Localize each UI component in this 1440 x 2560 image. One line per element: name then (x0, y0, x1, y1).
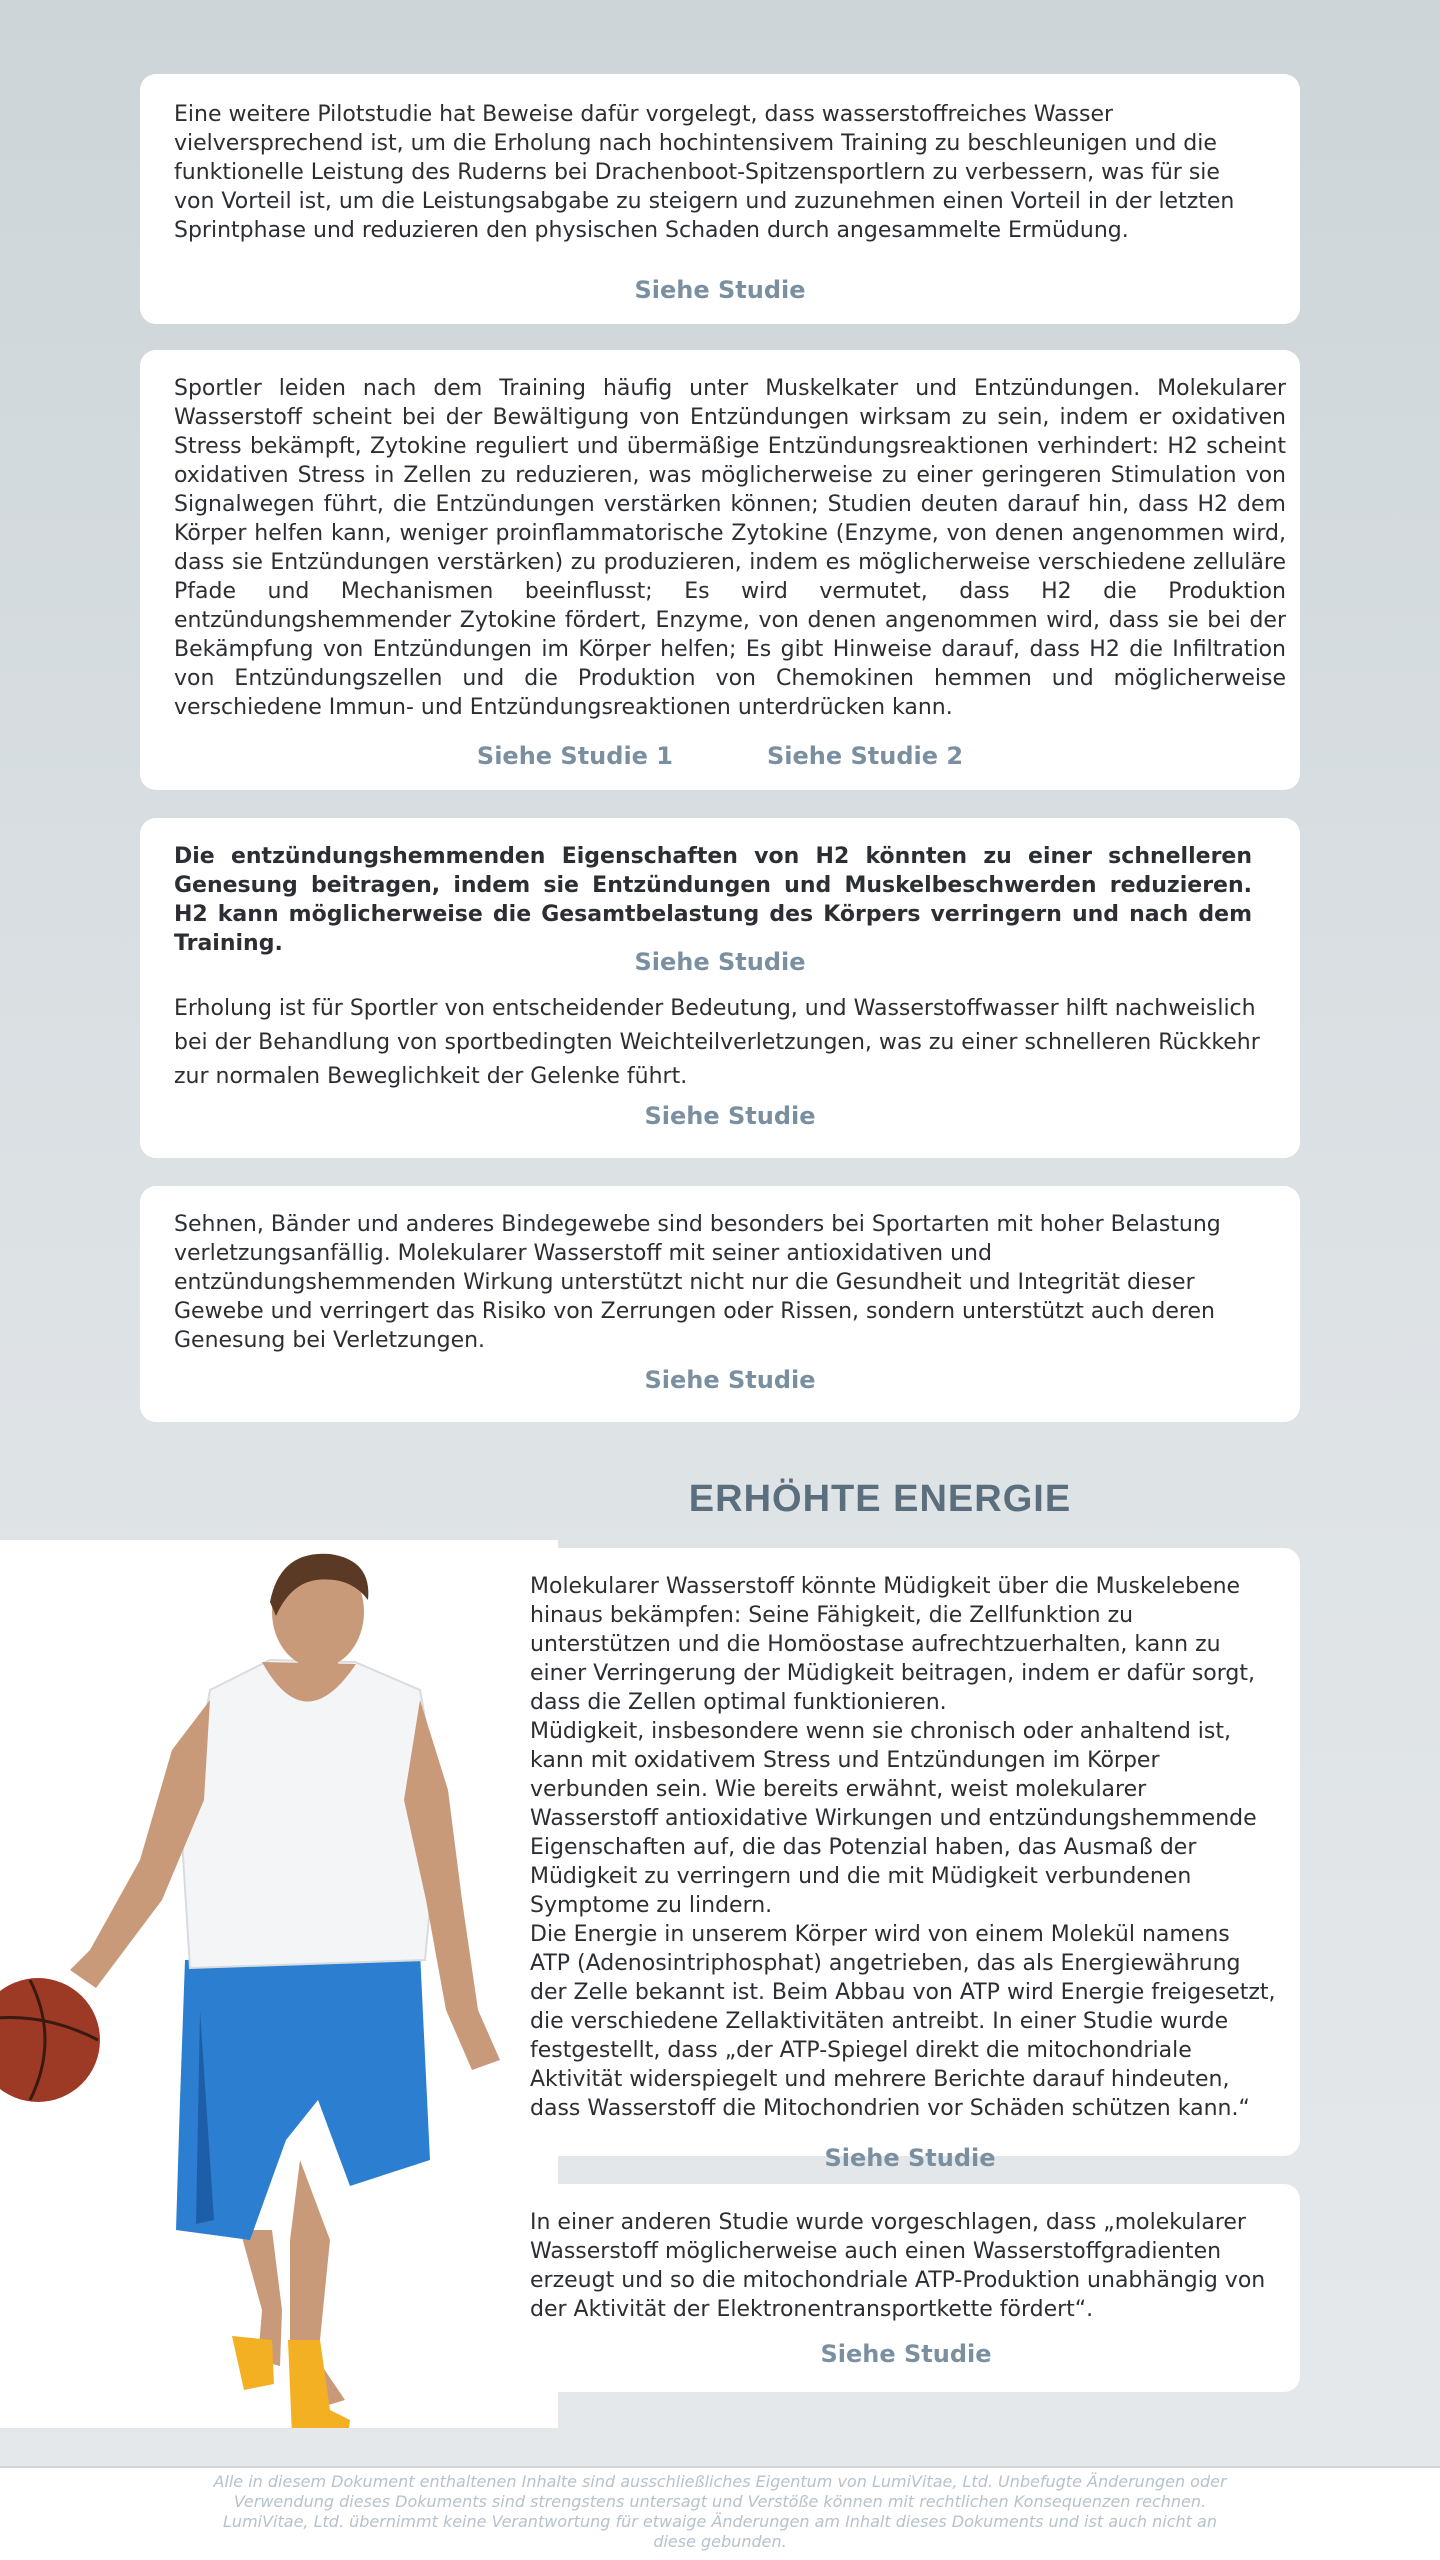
tendons-text: Sehnen, Bänder und anderes Bindegewebe sind besonders bei Sportarten mit hoher Belastung verletzungsanfällig. Molekularer Wasserstoff mit seiner antioxidativen und entzündungshemmenden Wirkung unterstützt nicht nur die Gesundheit und Integrität dieser Gewebe und verringert das Risiko von Zerrungen oder Rissen, sondern unterstützt auch deren Genesung bei Verletzungen. (174, 1212, 1221, 1353)
study-card-recovery (140, 818, 1300, 1158)
recovery-text: Erholung ist für Sportler von entscheidender Bedeutung, und Wasserstoffwasser hilft nachweislich bei der Behandlung von sportbedingten Weichteilverletzungen, was zu einer schnelleren Rückkehr zur normalen Beweglichkeit der Gelenke führt. (174, 996, 1260, 1089)
energy-card-atp (516, 2184, 1300, 2392)
footer-disclaimer (0, 2466, 1440, 2560)
energy-paragraph-2: Müdigkeit, insbesondere wenn sie chronisch oder anhaltend ist, kann mit oxidativem Stress und Entzündungen im Körper verbunden sein. Wie bereits erwähnt, weist molekularer Wasserstoff antioxidative Wirkungen und entzündungshemmende Eigenschaften auf, die das Potenzial haben, das Ausmaß der Müdigkeit zu verringern und die mit Müdigkeit verbundenen Symptome zu lindern. (530, 1719, 1257, 1918)
disclaimer-text: Alle in diesem Dokument enthaltenen Inhalte sind ausschließliches Eigentum von LumiVitae, Ltd. Unbefugte Änderungen oder Verwendung dieses Dokuments sind strengstens untersagt und Verstöße können mit rechtlichen Konsequenzen rechnen. LumiVitae, Ltd. übernimmt keine Verantwortung für etwaige Änderungen am Inhalt dieses Dokuments und ist auch nicht an diese gebunden. (213, 2472, 1227, 2551)
energy-paragraph-4: In einer anderen Studie wurde vorgeschlagen, dass „molekularer Wasserstoff möglicherweise auch einen Wasserstoffgradienten erzeugt und so die mitochondriale ATP-Produktion unabhängig von der Aktivität der Elektronentransportkette fördert“. (530, 2210, 1266, 2322)
see-study-2-link[interactable]: Siehe Studie 2 (767, 742, 964, 770)
see-study-1-link[interactable]: Siehe Studie 1 (476, 742, 673, 770)
athlete-photo (0, 1540, 558, 2428)
see-study-link[interactable]: Siehe Studie (644, 1366, 816, 1394)
see-study-link[interactable]: Siehe Studie (634, 276, 806, 304)
recovery-bold-text: Die entzündungshemmenden Eigenschaften von H2 könnten zu einer schnelleren Genesung beitragen, indem sie Entzündungen und Muskelbeschwerden reduzieren. H2 kann möglicherweise die Gesamtbelastung des Körpers verringern und nach dem Training. (174, 844, 1252, 956)
inflammation-text: Sportler leiden nach dem Training häufig unter Muskelkater und Entzündungen. Molekularer Wasserstoff scheint bei der Bewältigung von Entzündungen wirksam zu sein, indem er oxidativen Stress bekämpft, Zytokine reguliert und übermäßige Entzündungsreaktionen verhindert: H2 scheint oxidativen Stress in Zellen zu reduzieren, was möglicherweise zu einer geringeren Stimulation von Signalwegen führt, die Entzündungen verstärken können; Studien deuten darauf hin, dass H2 dem Körper helfen kann, weniger proinflammatorische Zytokine (Enzyme, von denen angenommen wird, dass sie Entzündungen verstärken) zu produzieren, indem es möglicherweise verschiedene zelluläre Pfade und Mechanismen beeinflusst; Es wird vermutet, dass H2 die Produktion entzündungshemmender Zytokine fördert, Enzyme, von denen angenommen wird, dass sie bei der Bekämpfung von Entzündungen im Körper helfen; Es gibt Hinweise darauf, dass H2 die Infiltration von Entzündungszellen und die Produktion von Chemokinen hemmen und möglicherweise verschiedene Immun- und Entzündungsreaktionen unterdrücken kann. (174, 376, 1286, 720)
pilot-study-text: Eine weitere Pilotstudie hat Beweise dafür vorgelegt, dass wasserstoffreiches Wasser vielversprechend ist, um die Erholung nach hochintensivem Training zu beschleunigen und die funktionelle Leistung des Ruderns bei Drachenboot-Spitzensportlern zu verbessern, was für sie von Vorteil ist, um die Leistungsabgabe zu steigern und zuzunehmen einen Vorteil in der letzten Sprintphase und reduzieren den physischen Schaden durch angesammelte Ermüdung. (174, 102, 1235, 243)
see-study-link[interactable]: Siehe Studie (634, 948, 806, 976)
study-card-pilot (140, 74, 1300, 324)
basketball-player-illustration (0, 1540, 558, 2428)
study-links-row (140, 742, 1300, 770)
see-study-link[interactable]: Siehe Studie (644, 1102, 816, 1130)
energy-paragraph-3: Die Energie in unserem Körper wird von einem Molekül namens ATP (Adenosintriphosphat) angetrieben, das als Energiewährung der Zelle bekannt ist. Beim Abbau von ATP wird Energie freigesetzt, die verschiedene Zellaktivitäten antreibt. In einer Studie wurde festgestellt, dass „der ATP-Spiegel direkt die mitochondriale Aktivität widerspiegelt und mehrere Berichte darauf hindeuten, dass Wasserstoff die Mitochondrien vor Schäden schützen kann.“ (530, 1922, 1276, 2121)
study-card-tendons (140, 1186, 1300, 1422)
section-heading-energy: ERHÖHTE ENERGIE (688, 1478, 1072, 1520)
see-study-link[interactable]: Siehe Studie (824, 2144, 996, 2172)
study-card-inflammation (140, 350, 1300, 790)
see-study-link[interactable]: Siehe Studie (820, 2340, 992, 2368)
energy-card-fatigue (516, 1548, 1300, 2156)
energy-paragraph-1: Molekularer Wasserstoff könnte Müdigkeit über die Muskelebene hinaus bekämpfen: Seine Fähigkeit, die Zellfunktion zu unterstützen und die Homöostase aufrechtzuerhalten, kann zu einer Verringerung der Müdigkeit beitragen, indem er dafür sorgt, dass die Zellen optimal funktionieren. (530, 1574, 1256, 1715)
